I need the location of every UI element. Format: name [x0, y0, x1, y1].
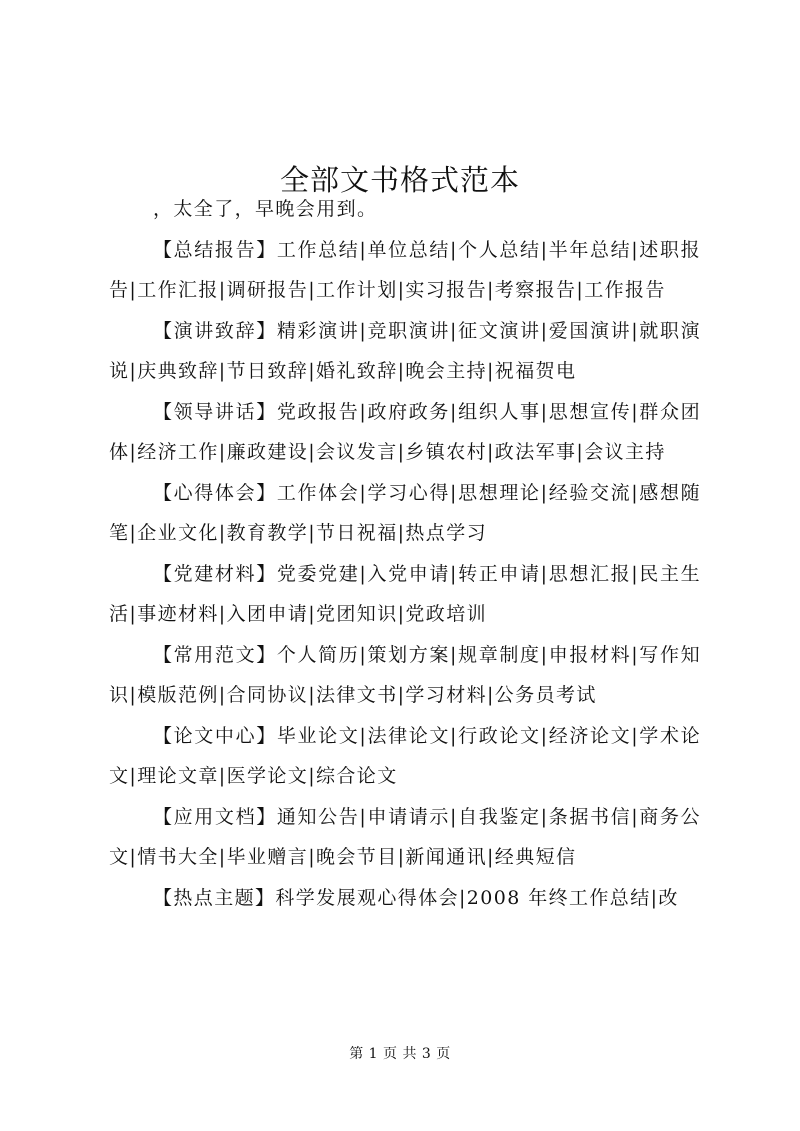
section-label: 【领导讲话】 [153, 400, 277, 423]
section-label: 【党建材料】 [153, 562, 277, 585]
section-text: 科学发展观心得体会|2008 年终工作总结|改 [275, 886, 679, 909]
section-label: 【热点主题】 [153, 886, 276, 909]
section-text: 通知公告|申请请示|自我鉴定|条据书信|商务公文|情书大全|毕业赠言|晚会节目|新闻通讯|经典短信 [109, 805, 701, 868]
section-text: 毕业论文|法律论文|行政论文|经济论文|学术论文|理论文章|医学论文|综合论文 [109, 724, 701, 787]
page-footer: 第 1 页 共 3 页 [349, 1046, 451, 1062]
section-paragraph [109, 716, 701, 797]
section-paragraph [109, 230, 701, 311]
section-paragraph [109, 878, 701, 919]
section-label: 【总结报告】 [153, 238, 277, 261]
section-label: 【演讲致辞】 [153, 319, 277, 342]
section-label: 【常用范文】 [153, 643, 277, 666]
section-paragraph [109, 311, 701, 392]
section-text: 党政报告|政府政务|组织人事|思想宣传|群众团体|经济工作|廉政建设|会议发言|乡镇农村|政法军事|会议主持 [109, 400, 701, 463]
section-paragraph [109, 392, 701, 473]
intro-paragraph: ，太全了，早晚会用到。 [153, 198, 378, 220]
section-paragraph [109, 554, 701, 635]
document-title: 全部文书格式范本 [279, 163, 520, 198]
section-paragraph [109, 797, 701, 878]
section-label: 【应用文档】 [153, 805, 277, 828]
section-text: 个人简历|策划方案|规章制度|申报材料|写作知识|模版范例|合同协议|法律文书|学习材料|公务员考试 [109, 643, 701, 706]
section-label: 【心得体会】 [153, 481, 277, 504]
section-label: 【论文中心】 [153, 724, 277, 747]
section-text: 精彩演讲|竞职演讲|征文演讲|爱国演讲|就职演说|庆典致辞|节日致辞|婚礼致辞|晚会主持|祝福贺电 [109, 319, 701, 382]
document-body [109, 189, 701, 918]
section-text: 工作体会|学习心得|思想理论|经验交流|感想随笔|企业文化|教育教学|节日祝福|热点学习 [109, 481, 701, 544]
section-paragraph [109, 635, 701, 716]
section-paragraph [109, 473, 701, 554]
section-text: 党委党建|入党申请|转正申请|思想汇报|民主生活|事迹材料|入团申请|党团知识|党政培训 [109, 562, 701, 625]
section-text: 工作总结|单位总结|个人总结|半年总结|述职报告|工作汇报|调研报告|工作计划|实习报告|考察报告|工作报告 [109, 238, 701, 301]
